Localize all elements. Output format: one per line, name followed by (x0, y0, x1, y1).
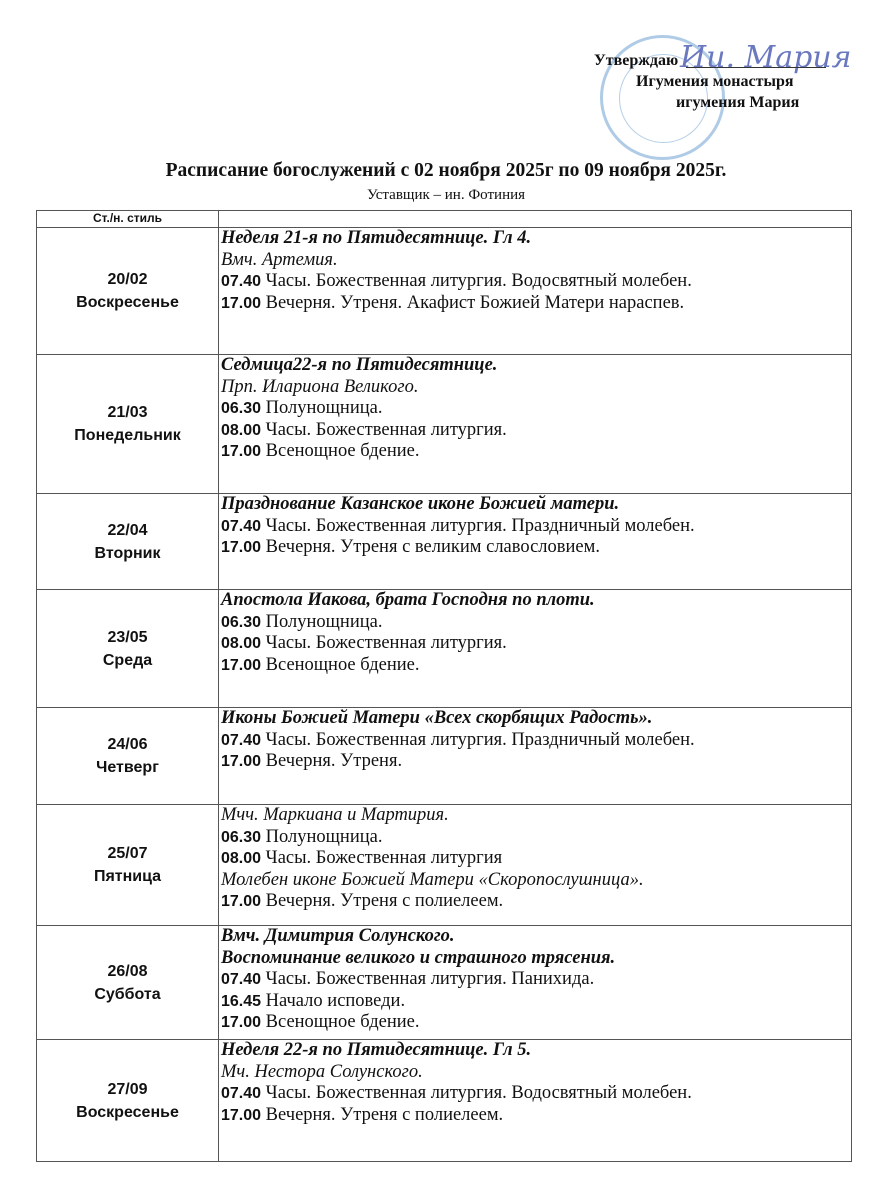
service-time: 08.00 (221, 421, 262, 439)
service-entry (221, 516, 851, 538)
date-cell (37, 590, 219, 708)
service-time: 06.30 (221, 400, 262, 417)
date: 26/08 (107, 962, 148, 980)
service-entry (221, 441, 851, 463)
service-time: 17.00 (221, 656, 262, 674)
saint-commemoration: Прп. Илариона Великого. (221, 376, 419, 397)
service-text: Вечерня. Утреня. Акафист Божией Матери нараспев. (261, 292, 685, 313)
service-time: 06.30 (221, 828, 262, 846)
date-cell (37, 708, 219, 805)
date: 23/05 (107, 628, 148, 646)
saint-commemoration: Молебен иконе Божией Матери «Скоропослушница». (221, 869, 644, 890)
date: 20/02 (107, 271, 148, 288)
services-cell (219, 590, 852, 708)
signature: Ии. Мария (680, 40, 852, 75)
date-cell (37, 494, 219, 590)
service-entry (221, 848, 851, 870)
saint-commemoration: Мчч. Маркиана и Мартирия. (221, 805, 449, 825)
service-text: Начало исповеди. (261, 990, 406, 1011)
approver-name: игумения Мария (676, 94, 800, 111)
table-row (37, 1040, 852, 1162)
date: 27/09 (107, 1080, 148, 1098)
service-entry (221, 398, 851, 420)
date: 22/04 (107, 521, 148, 539)
page-title: Расписание богослужений с 02 ноября 2025г по 09 ноября 2025г. (165, 160, 727, 181)
service-entry (221, 655, 851, 677)
date: 21/03 (107, 404, 148, 421)
service-entry (221, 827, 851, 849)
header-date: Ст./н. стиль (37, 211, 219, 228)
date-cell (37, 355, 219, 494)
feast-title: Воспоминание великого и страшного трясения. (221, 947, 616, 968)
schedule-table (36, 210, 852, 1162)
service-entry (221, 1083, 851, 1105)
service-entry (221, 633, 851, 655)
service-entry (221, 537, 851, 559)
services-cell (219, 708, 852, 805)
saint-commemoration: Вмч. Артемия. (221, 249, 338, 270)
service-time: 07.40 (221, 1085, 262, 1102)
date-cell (37, 228, 219, 355)
feast-title: Седмица22-я по Пятидесятнице. (221, 355, 498, 375)
table-row (37, 494, 852, 590)
date-cell (37, 926, 219, 1040)
service-time: 07.40 (221, 731, 262, 749)
service-text: Полунощница. (261, 826, 383, 847)
services-cell (219, 494, 852, 590)
service-text: Всенощное бдение. (261, 1012, 420, 1032)
weekday: Среда (102, 651, 153, 669)
service-text: Часы. Божественная литургия. (261, 419, 507, 440)
header-content (219, 211, 852, 228)
service-text: Часы. Божественная литургия. Водосвятный молебен. (261, 271, 692, 291)
service-entry (221, 751, 851, 773)
service-entry (221, 891, 851, 913)
services-cell (219, 805, 852, 926)
service-text: Часы. Божественная литургия. Панихида. (261, 969, 595, 989)
weekday: Пятница (93, 868, 162, 885)
table-header (37, 211, 852, 228)
service-time: 17.00 (221, 893, 262, 910)
feast-title: Вмч. Димитрия Солунского. (221, 926, 455, 946)
feast-title: Апостола Иакова, брата Господня по плоти. (221, 590, 595, 610)
date: 25/07 (107, 845, 148, 862)
feast-title: Неделя 21-я по Пятидесятнице. Гл 4. (221, 228, 532, 248)
service-text: Часы. Божественная литургия. (261, 633, 507, 653)
service-time: 08.00 (221, 850, 262, 867)
service-time: 06.30 (221, 613, 262, 631)
weekday: Воскресенье (76, 294, 179, 311)
table-row (37, 228, 852, 355)
table-row (37, 926, 852, 1040)
service-text: Всенощное бдение. (261, 654, 420, 675)
service-entry (221, 730, 851, 752)
service-time: 17.00 (221, 294, 262, 312)
service-text: Вечерня. Утреня с полиелеем. (261, 891, 504, 911)
date: 24/06 (107, 736, 148, 753)
table-row (37, 805, 852, 926)
weekday: Вторник (94, 544, 161, 562)
service-entry (221, 420, 851, 442)
service-text: Часы. Божественная литургия. Праздничный молебен. (261, 515, 695, 536)
service-time: 17.00 (221, 1014, 262, 1031)
feast-title: Празднование Казанское иконе Божией матери. (221, 494, 620, 514)
service-text: Вечерня. Утреня с полиелеем. (261, 1104, 504, 1125)
weekday: Понедельник (74, 427, 181, 444)
signature-line (686, 67, 826, 68)
service-entry (221, 271, 851, 293)
service-text: Всенощное бдение. (261, 441, 420, 461)
service-time: 07.40 (221, 273, 262, 290)
services-cell (219, 355, 852, 494)
service-time: 16.45 (221, 992, 262, 1010)
service-text: Полунощница. (261, 611, 383, 632)
service-text: Вечерня. Утреня. (261, 751, 403, 771)
service-entry (221, 612, 851, 634)
service-time: 17.00 (221, 539, 262, 556)
weekday: Четверг (96, 759, 159, 776)
weekday: Воскресенье (76, 1103, 179, 1121)
table-row (37, 590, 852, 708)
feast-title: Иконы Божией Матери «Всех скорбящих Радость». (221, 708, 653, 728)
page-subtitle: Уставщик – ин. Фотиния (366, 187, 526, 203)
service-time: 07.40 (221, 517, 262, 535)
services-cell (219, 1040, 852, 1162)
service-time: 08.00 (221, 635, 262, 652)
service-time: 17.00 (221, 1106, 262, 1124)
service-time: 17.00 (221, 753, 262, 770)
service-entry (221, 1012, 851, 1034)
date-cell (37, 1040, 219, 1162)
saint-commemoration: Мч. Нестора Солунского. (221, 1061, 423, 1082)
service-entry (221, 991, 851, 1013)
service-text: Полунощница. (261, 398, 383, 418)
feast-title: Неделя 22-я по Пятидесятнице. Гл 5. (221, 1040, 532, 1060)
service-entry (221, 293, 851, 315)
service-time: 17.00 (221, 443, 262, 460)
service-text: Вечерня. Утреня с великим славословием. (261, 537, 600, 557)
services-cell (219, 926, 852, 1040)
service-text: Часы. Божественная литургия. Праздничный молебен. (261, 729, 695, 750)
table-row (37, 708, 852, 805)
service-text: Часы. Божественная литургия (261, 848, 503, 868)
date-cell (37, 805, 219, 926)
approver-position: Игумения монастыря (636, 73, 794, 90)
table-row (37, 355, 852, 494)
approval-label: Утверждаю (594, 52, 679, 69)
service-entry (221, 969, 851, 991)
service-entry (221, 1105, 851, 1127)
service-text: Часы. Божественная литургия. Водосвятный молебен. (261, 1083, 692, 1103)
weekday: Суббота (94, 985, 161, 1003)
service-time: 07.40 (221, 971, 262, 988)
services-cell (219, 228, 852, 355)
